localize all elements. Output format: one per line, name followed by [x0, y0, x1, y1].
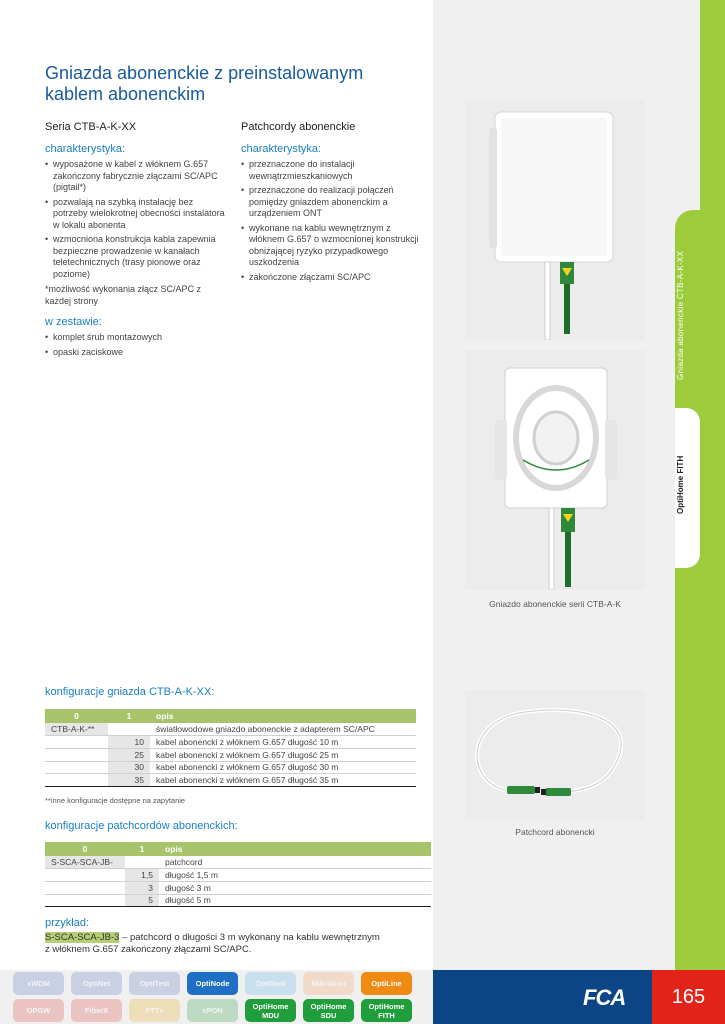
table-cell — [45, 869, 125, 882]
side-tab-bar — [700, 0, 725, 210]
config-table-socket — [45, 709, 416, 787]
table-cell — [45, 736, 108, 749]
example-code: S-SCA-SCA-JB-3 — [45, 932, 120, 943]
nav-pill-optinet[interactable]: OptiNet — [71, 972, 122, 995]
table-cell: długość 5 m — [159, 894, 431, 907]
patchcord-image — [465, 690, 645, 820]
features-list-left — [45, 159, 225, 283]
table2-title: konfiguracje patchcordów abonenckich: — [45, 820, 238, 832]
table-cell — [45, 894, 125, 907]
list-item: • zakończone złączami SC/APC — [241, 272, 421, 284]
side-tab-active-label[interactable]: OptiHome FITH — [676, 455, 685, 515]
table-cell: światłowodowe gniazdo abonenckie z adapterem SC/APC — [150, 723, 416, 736]
page-number: 165 — [652, 970, 725, 1024]
table-cell: kabel abonencki z włóknem G.657 długość 25 m — [150, 748, 416, 761]
config-table-patchcord — [45, 842, 431, 907]
nav-pill-xwdm[interactable]: xWDM — [13, 972, 64, 995]
table-cell: 35 — [108, 774, 150, 787]
table-cell — [45, 881, 125, 894]
nav-pill-optiline[interactable]: OptiLine — [361, 972, 412, 995]
table-header-row — [45, 842, 431, 856]
kit-heading: w zestawie: — [45, 316, 102, 328]
list-item: • wykonane na kablu wewnętrznym z włóknem G.657 o wzmocnionej konstrukcji obniżającej ryzyko przypadkowego uszkodzenia — [241, 223, 421, 269]
table-header: 0 — [45, 709, 108, 723]
table-cell: patchcord — [159, 856, 431, 869]
table-cell: 3 — [125, 881, 159, 894]
table-header: opis — [150, 709, 416, 723]
table-cell: kabel abonencki z włóknem G.657 długość 35 m — [150, 774, 416, 787]
table-row — [45, 748, 416, 761]
features-heading-middle: charakterystyka: — [241, 143, 322, 155]
series-title: Seria CTB-A-K-XX — [45, 121, 137, 133]
table-cell: długość 1,5 m — [159, 869, 431, 882]
kit-list — [45, 332, 225, 361]
table-row — [45, 761, 416, 774]
table-row — [45, 774, 416, 787]
nav-pill-optinode[interactable]: OptiNode — [187, 972, 238, 995]
table-cell: 10 — [108, 736, 150, 749]
table-row — [45, 881, 431, 894]
nav-pill-optihome-mdu[interactable]: OptiHome MDU — [245, 999, 296, 1022]
list-item: • wzmocniona konstrukcja kabla zapewnia bezpieczne prowadzenie w kanałach teletechnicznych (trasy pionowe oraz poziome) — [45, 234, 225, 280]
table1-note: **inne konfiguracje dostępne na zapytanie — [45, 796, 186, 805]
footer — [0, 970, 725, 1024]
table-cell: 30 — [108, 761, 150, 774]
example-text — [45, 932, 425, 956]
example-line1: – patchcord o długości 3 m wykonany na kablu wewnętrznym — [119, 932, 380, 943]
list-item: • pozwalają na szybką instalację bez potrzeby wielokrotnej obecności instalatora w lokalu abonenta — [45, 197, 225, 232]
table-cell: 25 — [108, 748, 150, 761]
table-row — [45, 869, 431, 882]
table-cell: S-SCA-SCA-JB- — [45, 856, 125, 869]
table-row — [45, 723, 416, 736]
footnote: *możliwość wykonania złącz SC/APC z każdej strony — [45, 284, 202, 306]
socket-caption: Gniazdo abonenckie serii CTB-A-K — [489, 599, 621, 609]
nav-pill-mikrokan[interactable]: MikroKan — [303, 972, 354, 995]
socket-closed-image — [465, 100, 645, 340]
table-cell — [45, 761, 108, 774]
features-list-middle — [241, 159, 421, 286]
table-header: 0 — [45, 842, 125, 856]
side-tab-label: Gniazda abonenckie CTB-A-K-XX — [676, 250, 685, 380]
table-cell: długość 3 m — [159, 881, 431, 894]
nav-pill-fttx[interactable]: FTTx — [129, 999, 180, 1022]
list-item: • komplet śrub montażowych — [45, 332, 225, 344]
page-title: Gniazda abonenckie z preinstalowanym kablem abonenckim — [45, 63, 364, 104]
table-cell — [125, 856, 159, 869]
socket-open-image — [465, 350, 645, 590]
table-row — [45, 736, 416, 749]
features-heading-left: charakterystyka: — [45, 143, 126, 155]
table-cell — [108, 723, 150, 736]
nav-pill-optihome-fith[interactable]: OptiHome FITH — [361, 999, 412, 1022]
table-header: 1 — [108, 709, 150, 723]
nav-pill-xpon[interactable]: xPON — [187, 999, 238, 1022]
nav-pill-optitest[interactable]: OptiTest — [129, 972, 180, 995]
table-cell: 5 — [125, 894, 159, 907]
table-cell — [45, 774, 108, 787]
table-cell: 1,5 — [125, 869, 159, 882]
table-cell — [45, 748, 108, 761]
table-header: opis — [159, 842, 431, 856]
example-heading: przykład: — [45, 917, 90, 929]
list-item: • przeznaczone do instalacji wewnątrzmieszkaniowych — [241, 159, 421, 182]
nav-pill-fiberx[interactable]: FiberX — [71, 999, 122, 1022]
list-item: • przeznaczone do realizacji połączeń pomiędzy gniazdem abonenckim a urządzeniem ONT — [241, 185, 421, 220]
table-cell: CTB-A-K-** — [45, 723, 108, 736]
table-cell: kabel abonencki z włóknem G.657 długość 30 m — [150, 761, 416, 774]
nav-pill-optiswit[interactable]: OptiSwit — [245, 972, 296, 995]
patchcord-caption: Patchcord abonencki — [515, 827, 595, 837]
table1-title: konfiguracje gniazda CTB-A-K-XX: — [45, 686, 215, 698]
list-item: • opaski zaciskowe — [45, 347, 225, 359]
patchcord-title: Patchcordy abonenckie — [241, 121, 356, 133]
brand-logo: FCA — [583, 985, 626, 1010]
table-row — [45, 856, 431, 869]
list-item: • wyposażone w kabel z włóknem G.657 zakończony fabrycznie złączami SC/APC (pigtail*) — [45, 159, 225, 194]
example-line2: z włóknem G.657 zakończony złączami SC/APC. — [45, 944, 252, 955]
table-header: 1 — [125, 842, 159, 856]
table-row — [45, 894, 431, 907]
table-cell: kabel abonencki z włóknem G.657 długość 10 m — [150, 736, 416, 749]
nav-pill-opgw[interactable]: OPGW — [13, 999, 64, 1022]
nav-pill-optihome-sdu[interactable]: OptiHome SDU — [303, 999, 354, 1022]
table-header-row — [45, 709, 416, 723]
